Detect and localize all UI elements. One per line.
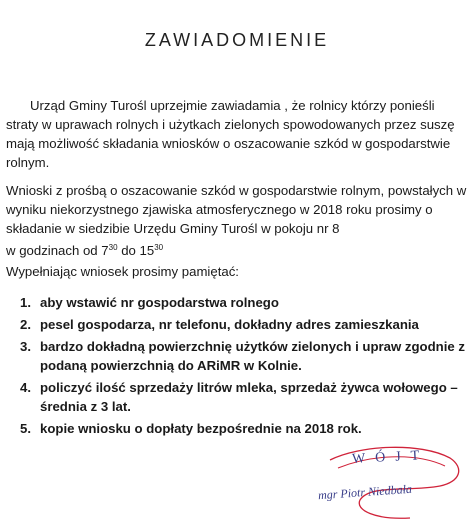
p2-line-4-mid: do 15 <box>117 243 155 258</box>
p2-line-1: Wnioski z prośbą o oszacowanie szkód w gospodarstwie rolnym, powstałych w <box>6 183 467 198</box>
p1-line-2: straty w uprawach rolnych i użytkach zielonych spowodowanych przez suszę <box>6 117 455 132</box>
time-from-minutes: 30 <box>108 243 118 252</box>
stamp-title: WÓJT <box>351 447 430 468</box>
list-number: 1. <box>20 295 31 310</box>
list-text: policzyć ilość sprzedaży litrów mleka, sprzedaż żywca wołowego – średnia z 3 lat. <box>40 380 458 414</box>
list-number: 5. <box>20 421 31 436</box>
stamp-name: mgr Piotr Niedbała <box>317 481 413 503</box>
list-lead: Wypełniając wniosek prosimy pamiętać: <box>6 264 239 279</box>
time-to-minutes: 30 <box>154 243 164 252</box>
list-item <box>20 293 468 312</box>
list-number: 2. <box>20 317 31 332</box>
p1-line-3: mają możliwość składania wniosków o oszacowanie szkód w gospodarstwie <box>6 136 451 151</box>
document-title: ZAWIADOMIENIE <box>144 30 330 50</box>
list-text: pesel gospodarza, nr telefonu, dokładny adres zamieszkania <box>40 317 419 332</box>
p2-line-2: wyniku niekorzystnego zjawiska atmosferycznego w 2018 roku prosimy o <box>6 202 433 217</box>
official-stamp <box>300 440 474 531</box>
list-text: aby wstawić nr gospodarstwa rolnego <box>40 295 279 310</box>
p2-line-3: składanie w siedzibie Urzędu Gminy Turośl w pokoju nr 8 <box>6 221 340 236</box>
paragraph-announcement <box>6 96 468 172</box>
list-number: 4. <box>20 380 31 395</box>
list-item <box>20 337 468 375</box>
list-text: kopie wniosku o dopłaty bezpośrednie na 2018 rok. <box>40 421 362 436</box>
list-item <box>20 315 468 334</box>
list-item <box>20 378 468 416</box>
list-text: bardzo dokładną powierzchnię użytków zielonych i upraw zgodnie z podaną powierzchnią do ARiMR w Kolnie. <box>40 339 465 373</box>
p1-line-4: rolnym. <box>6 155 50 170</box>
list-item <box>20 419 468 438</box>
list-number: 3. <box>20 339 31 354</box>
paragraph-submission <box>6 181 468 260</box>
p2-line-4-prefix: w godzinach od 7 <box>6 243 109 258</box>
requirements-list <box>20 293 468 441</box>
p1-line-1: Urząd Gminy Turośl uprzejmie zawiadamia , że rolnicy którzy ponieśli <box>30 98 435 113</box>
